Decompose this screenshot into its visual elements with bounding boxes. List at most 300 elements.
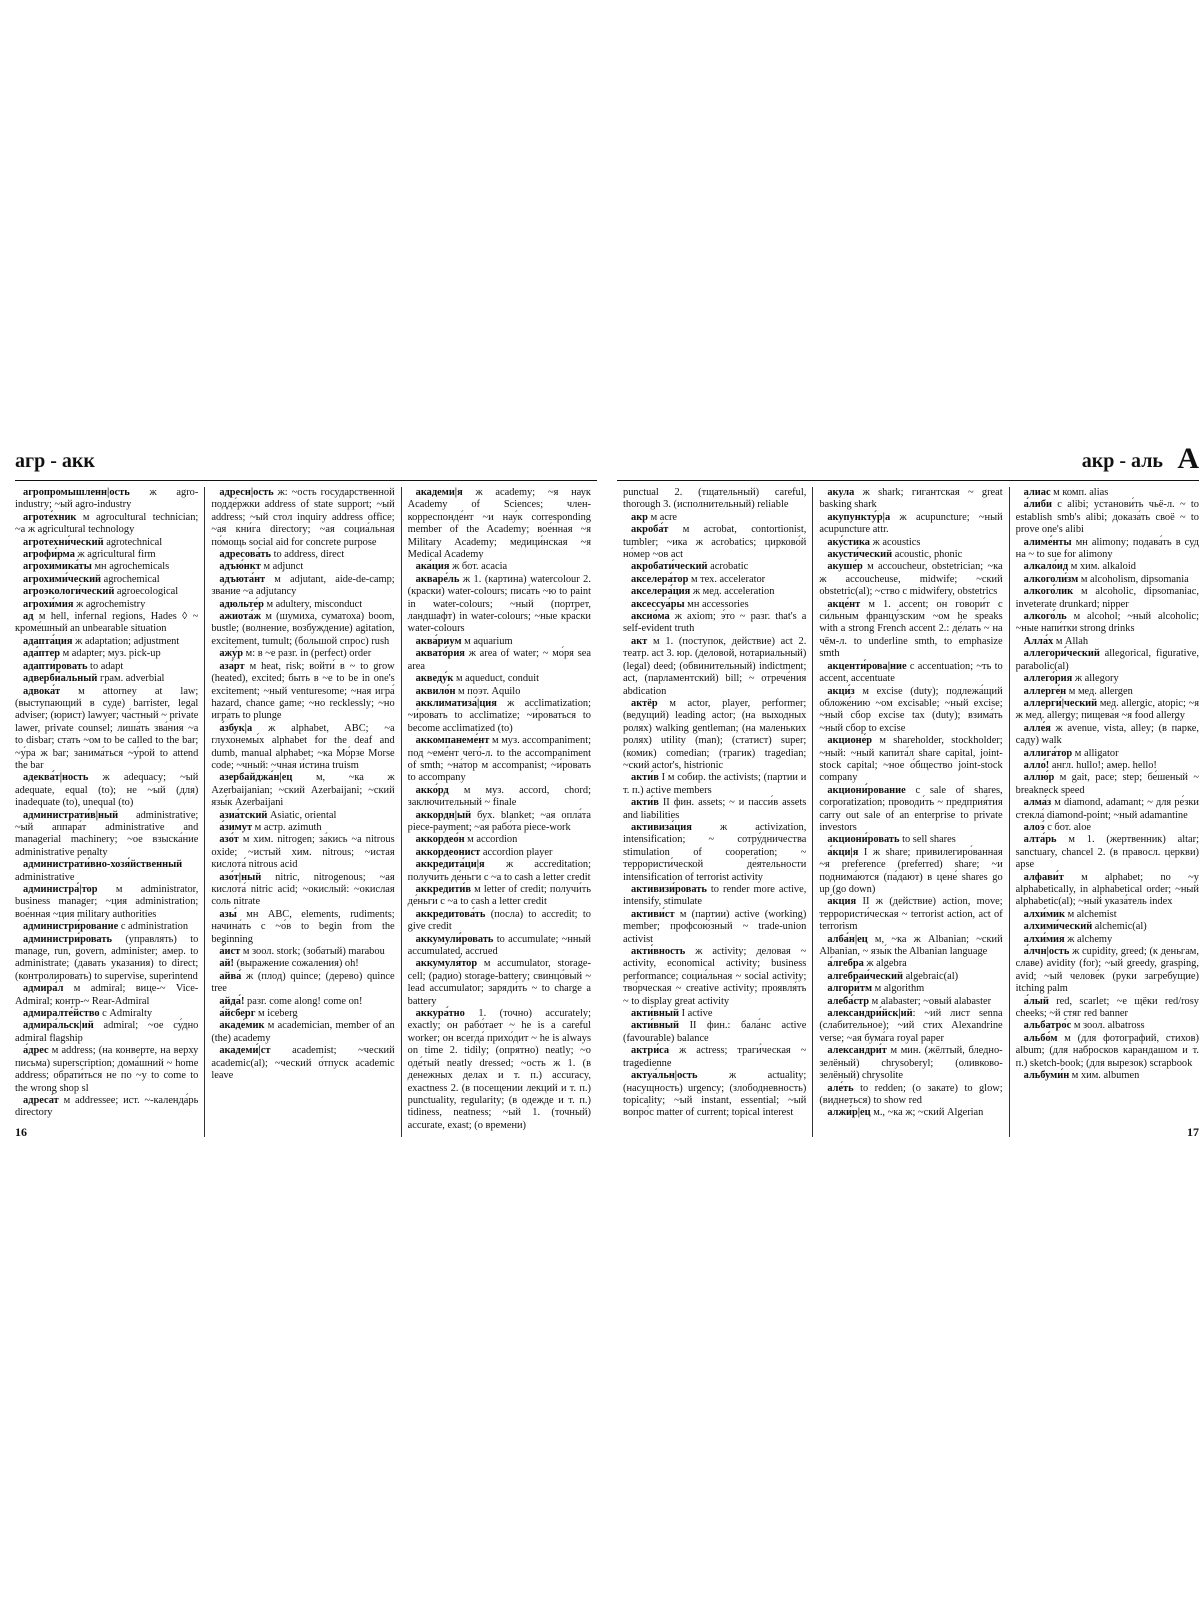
definition: ж: ~ость госуда́рственной подде́ржки address of state support; ~ый address; ~ый стол inquiry address office; ~ая кни́га directory; ~ая социа́льная по́мощь social aid for concrete purpose bbox=[211, 487, 395, 548]
dictionary-entry bbox=[819, 996, 1002, 1008]
definition: с Admiralty bbox=[99, 1008, 153, 1020]
definition: м мед. allergen bbox=[1066, 685, 1133, 697]
definition: м (партии) active (working) member; профсою́зный ~ trade-union activist bbox=[623, 908, 807, 945]
dictionary-entry bbox=[623, 1070, 806, 1120]
definition: м муз. accompaniment; под ~еме́нт чего́-л. to the accompaniment of smth; ~на́тор м accompanist; ~и́ровать to accompany bbox=[407, 735, 591, 784]
headword: а́кция bbox=[827, 896, 857, 908]
headword: алиме́нты bbox=[1023, 536, 1072, 548]
dictionary-entry bbox=[211, 561, 394, 573]
dictionary-entry bbox=[1016, 797, 1199, 822]
definition: м 1. (поступок, действие) act 2. театр. act 3. юр. (деловой, нотариальный) (legal) deed; (обвинительный) indictment; act, (парламентский) bill; ~ отрече́ния abdication bbox=[623, 635, 807, 697]
headword: акклиматиза́|ция bbox=[415, 697, 497, 709]
headword: алжи́р|ец bbox=[827, 1107, 871, 1119]
headword: акци́з bbox=[827, 685, 855, 697]
dictionary-entry bbox=[15, 661, 198, 673]
definition: м комп. alias bbox=[1050, 487, 1109, 498]
definition: мн ABC, elements, rudiments; начина́ть с ~о́в to begin from the beginning bbox=[211, 908, 395, 945]
headword: акаде́мик bbox=[219, 1020, 265, 1032]
definition: м address; (на конверте, на верху письма) superscription; дома́шний ~ home address; обрати́ться не по ~у to come to the wrong shop sl bbox=[15, 1045, 199, 1094]
definition: academist; ~ческий academic(al); ~ческий о́тпуск academic leave bbox=[211, 1045, 395, 1082]
dictionary-entry bbox=[1016, 499, 1199, 536]
headword: акционе́р bbox=[827, 735, 873, 747]
dictionary-entry bbox=[819, 983, 1002, 995]
headword: адмира́льск|ий bbox=[23, 1020, 94, 1032]
headword: агроэкологи́ческий bbox=[23, 586, 115, 598]
definition: ж agro-industry; ~ый agro-industry bbox=[15, 487, 199, 511]
headword: айва́ bbox=[219, 970, 242, 982]
headword: аккумули́ровать bbox=[415, 933, 494, 945]
dictionary-entry bbox=[408, 810, 591, 835]
headword: агрохи́мия bbox=[23, 598, 74, 610]
dictionary-entry bbox=[15, 934, 198, 984]
dictionary-entry bbox=[819, 1045, 1002, 1082]
definition: м accumulator, storage-cell; (радио) storage-battery; свинцо́вый ~ lead accumulator; заряди́ть ~ to charge a battery bbox=[407, 958, 591, 1007]
headword: агрохимика́ты bbox=[23, 561, 92, 573]
headword: акциони́рование bbox=[827, 784, 906, 796]
dictionary-entry bbox=[15, 1045, 198, 1095]
dictionary-entry bbox=[211, 909, 394, 946]
dictionary-entry bbox=[211, 487, 394, 549]
headword: агрохими́ческий bbox=[23, 573, 102, 585]
definition: м attorney at law; (выступающий в суде) barrister, legal adviser; (юрист) lawyer; ча́стный ~ private lawer, private counsel; лиша́ть зва́ния ~а to disbar; стать ~ом to be called to the bar; ~у́ра ж bar; занима́ться ~у́рой to attend the bar bbox=[15, 685, 199, 771]
definition: nitric, nitrogenous; ~ая кислота́ nitric acid; ~окислый: ~окислая соль nitrate bbox=[211, 871, 395, 908]
definition: ж area of water; ~ мо́ря sea area bbox=[407, 648, 591, 672]
dictionary-entry bbox=[819, 834, 1002, 846]
headword: актёр bbox=[631, 697, 658, 709]
headword: алкого́ль bbox=[1023, 611, 1067, 623]
definition: I м собир. the activists; (партии и т. п.) active members bbox=[623, 772, 807, 796]
definition: ж adaptation; adjustment bbox=[72, 635, 180, 647]
dictionary-entry bbox=[15, 673, 198, 685]
dictionary-entry bbox=[15, 1020, 198, 1045]
headword: администри́ровать bbox=[23, 933, 112, 945]
definition: to adapt bbox=[87, 660, 124, 672]
dictionary-entry bbox=[211, 834, 394, 871]
definition: ж academy; ~я нау́к Academy of Sciences; член-корреспонде́нт ~и нау́к corresponding member of the Academy; вое́нная ~я Military Academy; медици́нская ~я Medical Academy bbox=[407, 487, 591, 561]
headword: аллего́рия bbox=[1023, 673, 1073, 685]
definition: I active bbox=[678, 1008, 713, 1020]
definition: ж axiom; э́то ~ разг. that's a self-evident truth bbox=[623, 611, 807, 635]
dictionary-column bbox=[617, 487, 812, 1137]
definition: ж acclimatization; ~и́ровать to acclimatize; ~и́роваться to become acclimatized (to) bbox=[407, 697, 591, 734]
definition: мн alimony; подава́ть в суд на ~ to sue for alimony bbox=[1015, 536, 1199, 561]
dictionary-column bbox=[204, 487, 400, 1137]
dictionary-entry bbox=[1016, 586, 1199, 611]
headword: аккомпанеме́нт bbox=[415, 735, 490, 747]
definition: (управлять) to manage, run, govern, administer; амер. to administrate; (давать указания) to direct; (контролировать) to supervise, superintend bbox=[15, 933, 199, 982]
dictionary-entry bbox=[1016, 611, 1199, 636]
definition: ж acoustics bbox=[869, 536, 921, 548]
dictionary-entry bbox=[15, 636, 198, 648]
dictionary-entry bbox=[408, 636, 591, 648]
dictionary-entry bbox=[819, 599, 1002, 661]
definition: II ж (действие) action, move; террористи́ческая ~ terrorist action, act of terrorism bbox=[819, 896, 1003, 933]
headword: а́лый bbox=[1023, 995, 1049, 1007]
headword: адъю́нкт bbox=[219, 561, 261, 573]
definition: м addressee; ист. ~-календа́рь directory bbox=[15, 1094, 199, 1119]
dictionary-entry bbox=[623, 797, 806, 822]
headword: аквило́н bbox=[415, 685, 456, 697]
dictionary-entry bbox=[408, 686, 591, 698]
dictionary-entry bbox=[623, 772, 806, 797]
dictionary-entry bbox=[1016, 909, 1199, 921]
dictionary-entry bbox=[819, 785, 1002, 835]
definition: ж мед. acceleration bbox=[690, 586, 775, 598]
headword: администра́|тор bbox=[23, 884, 98, 895]
definition: м agrocultural technician; ~а ж agricultural technology bbox=[15, 511, 199, 536]
definition: с accentuation; ~ть to accent, accentuate bbox=[819, 660, 1003, 685]
left-page-header-title: агр - акк bbox=[15, 450, 95, 472]
headword: аллерги́|ческий bbox=[1023, 697, 1098, 709]
headword: алхи́мик bbox=[1023, 908, 1066, 920]
definition: м зоол. stork; (зобатый) marabou bbox=[240, 946, 385, 958]
definition: to sell shares bbox=[899, 834, 956, 846]
headword: азы́ bbox=[219, 908, 237, 920]
dictionary-entry bbox=[15, 599, 198, 611]
definition: ж (плод) quince; (дерево) quince tree bbox=[211, 970, 395, 995]
headword: акр bbox=[631, 511, 648, 523]
headword: а́збук|а bbox=[219, 722, 253, 734]
headword: алкоголи́зм bbox=[1023, 573, 1079, 585]
headword: аккура́тно bbox=[415, 1008, 465, 1020]
dictionary-entry bbox=[819, 1008, 1002, 1045]
dictionary-entry bbox=[211, 1008, 394, 1020]
definition: alchemic(al) bbox=[1092, 921, 1147, 933]
definition: м administrator, business manager; ~ция administration; вое́нная ~ция military authorities bbox=[15, 884, 199, 920]
headword: ака́ция bbox=[415, 561, 450, 573]
definition: accordion player bbox=[480, 846, 553, 858]
headword: акко́рд bbox=[415, 784, 449, 796]
definition: с administration bbox=[118, 921, 189, 933]
definition: с sale of shares, corporatization; проводи́ть ~ предприя́тия carry out sale of an enterprise to private investors bbox=[819, 784, 1003, 833]
dictionary-entry bbox=[15, 772, 198, 809]
dictionary-entry bbox=[211, 723, 394, 773]
headword: аккордеонист bbox=[415, 846, 481, 858]
dictionary-entry bbox=[408, 859, 591, 884]
headword: аку́ла bbox=[827, 487, 855, 498]
definition: м adultery, misconduct bbox=[263, 598, 363, 610]
dictionary-entry bbox=[1016, 946, 1199, 996]
dictionary-entry bbox=[1016, 648, 1199, 673]
dictionary-entry bbox=[623, 524, 806, 561]
definition: м Allah bbox=[1053, 635, 1089, 647]
dictionary-entry bbox=[1016, 537, 1199, 562]
headword: акт bbox=[631, 635, 648, 647]
dictionary-entry bbox=[15, 983, 198, 1008]
definition: м., ~ка ж; ~ский Algerian bbox=[870, 1107, 984, 1119]
dictionary-entry bbox=[408, 909, 591, 934]
dictionary-entry bbox=[623, 822, 806, 884]
definition: punctual 2. (тщательный) careful, thorough 3. (исполнительный) reliable bbox=[623, 487, 807, 511]
dictionary-entry bbox=[15, 574, 198, 586]
dictionary-entry bbox=[1016, 673, 1199, 685]
definition: ж actuality; (насущность) urgency; (злободневность) topicality; ~ый instant, essential; ~ый вопро́с matter of current; topical interest bbox=[623, 1070, 807, 1119]
dictionary-entry bbox=[623, 1045, 806, 1070]
dictionary-entry bbox=[819, 487, 1002, 512]
headword: адверби́альный bbox=[23, 673, 98, 685]
headword: адресова́ть bbox=[219, 549, 271, 561]
left-page bbox=[15, 450, 597, 1140]
right-page-columns bbox=[617, 487, 1199, 1137]
headword: ажу́р bbox=[219, 648, 244, 660]
headword: алба́н|ец bbox=[827, 933, 868, 945]
headword: азиа́тский bbox=[219, 809, 268, 821]
headword: алхими́ческий bbox=[1023, 921, 1093, 933]
dictionary-entry bbox=[1016, 1070, 1199, 1082]
dictionary-entry bbox=[1016, 872, 1199, 909]
dictionary-entry bbox=[819, 847, 1002, 897]
dictionary-entry bbox=[15, 648, 198, 660]
headword: адмиралте́йство bbox=[23, 1008, 100, 1020]
headword: акти́вность bbox=[631, 946, 686, 958]
headword: а́дресн|ость bbox=[219, 487, 274, 498]
definition: м adjunct bbox=[260, 561, 304, 573]
dictionary-entry bbox=[1016, 822, 1199, 834]
definition: м, ~ка ж Albanian; ~ский Albanian, ~ язы́к the Albanian language bbox=[819, 933, 1003, 958]
dictionary-entry bbox=[15, 1008, 198, 1020]
dictionary-entry bbox=[408, 834, 591, 846]
headword: агропромы́шленн|ость bbox=[23, 487, 130, 498]
dictionary-entry bbox=[211, 549, 394, 561]
dictionary-entry bbox=[623, 946, 806, 1008]
definition: м 1. accent; он говори́т с си́льным францу́зским ~ом he speaks with a strong French accent 2.: де́лать ~ на чём-л. to underline smth, to emphasize smth bbox=[819, 598, 1003, 660]
dictionary-entry bbox=[211, 1020, 394, 1045]
headword: аллю́р bbox=[1023, 772, 1055, 784]
dictionary-entry bbox=[408, 673, 591, 685]
headword: алта́рь bbox=[1023, 834, 1057, 846]
headword: аккумуля́тор bbox=[415, 958, 478, 970]
dictionary-entry bbox=[819, 561, 1002, 598]
headword: аллига́тор bbox=[1023, 747, 1073, 759]
dictionary-entry bbox=[1016, 1033, 1199, 1070]
definition: м accoucheur, obstetrician; ~ка ж accoucheuse, midwife; ~ский obstetric(al); ~ство с midwifery, obstetrics bbox=[819, 561, 1003, 598]
dictionary-entry bbox=[819, 958, 1002, 970]
headword: а́кци|я bbox=[827, 846, 859, 858]
headword: алгори́тм bbox=[827, 983, 873, 995]
dictionary-entry bbox=[1016, 1020, 1199, 1032]
definition: с бот. aloe bbox=[1044, 821, 1092, 833]
definition: м хим. alkaloid bbox=[1068, 561, 1136, 573]
headword: адюльте́р bbox=[219, 598, 264, 610]
definition: м тех. accelerator bbox=[688, 573, 766, 585]
headword: адмира́л bbox=[23, 983, 64, 995]
dictionary-entry bbox=[1016, 723, 1199, 748]
definition: м астр. azimuth bbox=[252, 821, 322, 833]
definition: ж accreditation; получи́ть де́ньги с ~а to cash a letter credit bbox=[407, 859, 591, 883]
dictionary-entry bbox=[408, 958, 591, 1008]
headword: адапта́ция bbox=[23, 635, 73, 647]
dictionary-entry bbox=[15, 859, 198, 884]
definition: м actor, player, performer; (ведущий) leading actor; (на выходных ролях) walking gentleman; (на маленьких ролях) utility (man); (статист) super; (комик) comedian; (трагик) tragedian; ~ский actor's, histrionic bbox=[623, 697, 807, 771]
definition: II фин.: бала́нс active (favourable) balance bbox=[623, 1020, 807, 1044]
dictionary-entry bbox=[1016, 760, 1199, 772]
headword: алгебраи́ческий bbox=[827, 970, 903, 982]
dictionary-entry bbox=[408, 648, 591, 673]
definition: to render more active, intensify, stimulate bbox=[623, 884, 807, 908]
definition: м alligator bbox=[1072, 747, 1119, 759]
dictionary-entry bbox=[15, 611, 198, 636]
dictionary-entry bbox=[623, 599, 806, 611]
headword: акце́нт bbox=[827, 598, 861, 610]
headword: алхи́мия bbox=[1023, 933, 1065, 945]
headword: Алла́х bbox=[1023, 635, 1054, 647]
right-page bbox=[617, 442, 1199, 1140]
definition: м heat, risk; войти́ в ~ to grow (heated), excited; быть в ~е to be in one's excitement; ~ный venturesome; ~ная игра́ hazard, chance game; ~но recklessly; ~но игра́ть to plunge bbox=[211, 660, 395, 722]
dictionary-entry bbox=[1016, 698, 1199, 723]
definition: м gait, pace; step; бе́шеный ~ breakneck speed bbox=[1015, 772, 1199, 796]
headword: аллерге́н bbox=[1023, 685, 1067, 697]
dictionary-entry bbox=[211, 772, 394, 809]
headword: акроба́т bbox=[631, 524, 669, 536]
definition: м adapter; муз. pick-up bbox=[60, 648, 161, 660]
dictionary-entry bbox=[408, 735, 591, 785]
dictionary-entry bbox=[408, 847, 591, 859]
dictionary-entry bbox=[211, 958, 394, 970]
headword: ажиота́ж bbox=[219, 611, 262, 623]
headword: алфави́т bbox=[1023, 871, 1064, 883]
definition: м iceberg bbox=[255, 1008, 298, 1020]
dictionary-entry bbox=[623, 512, 806, 524]
definition: мн agrochemicals bbox=[91, 561, 170, 573]
definition: м (для фотографий, стихов) album; (для набросков карандашом и т. п.) sketch-book; (для вырезок) scrapbook bbox=[1015, 1032, 1199, 1069]
dictionary-entry bbox=[408, 574, 591, 636]
dictionary-entry bbox=[211, 1045, 394, 1082]
definition: англ. hullo!; амер. hello! bbox=[1049, 759, 1157, 771]
headword: ай! bbox=[219, 958, 234, 970]
definition: ж 1. (картина) watercolour 2. (краски) water-colours; писа́ть ~ю to paint in water-colours; ~ный (портрет, ландшафт) in water-colours; ~ные кра́ски water-colours bbox=[407, 573, 591, 635]
headword: а́лгебра bbox=[827, 958, 864, 970]
headword: адвока́т bbox=[23, 685, 61, 697]
dictionary-entry bbox=[211, 946, 394, 958]
dictionary-entry bbox=[623, 586, 806, 598]
dictionary-entry bbox=[211, 599, 394, 611]
headword: акусти́ческий bbox=[827, 549, 893, 561]
headword: аккредита́ци|я bbox=[415, 859, 485, 871]
dictionary-entry bbox=[819, 661, 1002, 686]
definition: (посла) to accredit; to give credit bbox=[407, 908, 591, 933]
dictionary-entry bbox=[211, 810, 394, 822]
headword: акупункту́р|а bbox=[827, 511, 891, 523]
dictionary-entry bbox=[819, 896, 1002, 933]
section-letter: А bbox=[1177, 442, 1199, 475]
definition: м acre bbox=[647, 511, 678, 523]
definition: ж agrochemistry bbox=[73, 598, 146, 610]
headword: акти́вный bbox=[631, 1008, 679, 1020]
dictionary-entry bbox=[1016, 686, 1199, 698]
definition: ж alchemy bbox=[1064, 933, 1113, 945]
dictionary-entry bbox=[15, 1095, 198, 1120]
dictionary-entry bbox=[1016, 996, 1199, 1021]
dictionary-entry bbox=[1016, 636, 1199, 648]
headword: алма́з bbox=[1023, 797, 1052, 809]
definition: м мин. (жёлтый, бледно-зелёный) chrysoberyl; (оливково-зелёный) chrysolite bbox=[819, 1045, 1003, 1082]
headword: акселера́ция bbox=[631, 586, 691, 598]
dictionary-entry bbox=[623, 1008, 806, 1020]
headword: агроте́хник bbox=[23, 511, 77, 523]
dictionary-entry bbox=[1016, 748, 1199, 760]
definition: м alphabet; no ~у alphabetically, in alphabetical order; ~ный alphabetic(al); ~ный указа́тель index bbox=[1015, 871, 1199, 908]
left-page-columns bbox=[15, 487, 597, 1137]
definition: ж actress; траги́ческая ~ tragedienne bbox=[623, 1045, 807, 1069]
headword: активиза́ция bbox=[631, 821, 692, 833]
right-page-header bbox=[617, 442, 1199, 481]
headword: активи́ст bbox=[631, 908, 675, 920]
headword: аккордео́н bbox=[415, 834, 465, 846]
definition: allegorical, figurative, parabolic(al) bbox=[1015, 648, 1199, 672]
headword: алкого́лик bbox=[1023, 586, 1074, 598]
dictionary-entry bbox=[819, 1083, 1002, 1108]
headword: аксессуа́ры bbox=[631, 598, 685, 610]
dictionary-entry bbox=[623, 636, 806, 698]
dictionary-entry bbox=[1016, 487, 1199, 499]
headword: а́йсберг bbox=[219, 1008, 256, 1020]
headword: айда́! bbox=[219, 995, 245, 1007]
dictionary-column bbox=[15, 487, 204, 1137]
dictionary-entry bbox=[1016, 921, 1199, 933]
definition: м academician, member of an (the) academy bbox=[211, 1020, 395, 1044]
definition: 1. (точно) accurately; exactly; он рабо́тает ~ he is a careful worker; он всегда́ прихо́дит ~ he is always on time 2. tidily; (опрятно) neatly; ~о оде́тый neatly dressed; ~ость ж 1. (в денежных делах и т. п.) accuracy, exactness 2. (в посещении лекций и т. п.) punctuality, regularity; (в одежде и т. п.) tidiness, neatness; ~ый 1. (точный) accurate, exast; (о времени) bbox=[407, 1008, 591, 1131]
definition: м adjutant, aide-de-camp; зва́ние ~а adjutancy bbox=[211, 573, 395, 598]
definition: ж adequacy; ~ый adequate, equal (to); не ~ый (для) inadequate (to), unequal (to) bbox=[15, 772, 199, 809]
definition: ж acupuncture; ~ный acupuncture attr. bbox=[819, 511, 1003, 536]
definition: ж agricultural firm bbox=[74, 549, 156, 561]
headword: адеква́т|ность bbox=[23, 772, 89, 784]
dictionary-entry bbox=[211, 971, 394, 996]
dictionary-entry bbox=[1016, 772, 1199, 797]
headword: акуше́р bbox=[827, 561, 863, 573]
definition: : ~ий лист senna (слабительное); ~ий стих Alexandrine verse; ~ая бума́га royal paper bbox=[819, 1008, 1003, 1044]
definition: administrative bbox=[15, 871, 75, 883]
definition: м alchemist bbox=[1065, 908, 1117, 920]
headword: альбо́м bbox=[1023, 1032, 1058, 1044]
dictionary-entry bbox=[623, 698, 806, 772]
headword: аксио́ма bbox=[631, 611, 670, 623]
headword: альбатро́с bbox=[1023, 1020, 1072, 1032]
definition: м aquarium bbox=[461, 635, 513, 647]
dictionary-entry bbox=[819, 512, 1002, 537]
headword: алоэ́ bbox=[1023, 821, 1045, 833]
headword: азо́т bbox=[219, 834, 239, 846]
definition: to accumulate; ~нный accumulated, accrued bbox=[407, 933, 591, 958]
headword: администри́рование bbox=[23, 921, 119, 933]
headword: акти́в bbox=[631, 772, 659, 784]
dictionary-entry bbox=[819, 934, 1002, 959]
definition: I ж share; привилегиро́ванная ~я preference (preferred) share; ~и поднима́ются (па́дают) в цене́ shares go up (go down) bbox=[819, 846, 1003, 895]
definition: algebraic(al) bbox=[902, 970, 959, 982]
dictionary-entry bbox=[819, 686, 1002, 736]
definition: мед. allergic, atopic; ~я ж мед. allergy; пищева́я ~я food allergy bbox=[1015, 697, 1199, 722]
headword: альбуми́н bbox=[1023, 1070, 1070, 1082]
headword: аккредитова́ть bbox=[415, 908, 486, 920]
definition: м hell, infernal regions, Hades ◊ ~ кроме́шный an unbearable situation bbox=[15, 611, 199, 635]
definition: м acrobat, contortionist, tumbler; ~ика ж acrobatics; цирково́й но́мер ~ов act bbox=[623, 524, 807, 561]
dictionary-entry bbox=[408, 785, 591, 810]
headword: актуа́льн|ость bbox=[631, 1070, 698, 1082]
definition: acrobatic bbox=[707, 561, 749, 573]
dictionary-entry bbox=[211, 611, 394, 648]
dictionary-entry bbox=[15, 512, 198, 537]
left-page-header bbox=[15, 450, 597, 481]
headword: академи́|ст bbox=[219, 1045, 271, 1057]
headword: адъюта́нт bbox=[219, 573, 266, 585]
definition: ж allegory bbox=[1072, 673, 1119, 685]
definition: м поэт. Aquilo bbox=[455, 685, 521, 697]
dictionary-entry bbox=[1016, 834, 1199, 871]
dictionary-entry bbox=[15, 549, 198, 561]
dictionary-entry bbox=[211, 574, 394, 599]
dictionary-entry bbox=[623, 611, 806, 636]
definition: ж бот. acacia bbox=[449, 561, 508, 573]
